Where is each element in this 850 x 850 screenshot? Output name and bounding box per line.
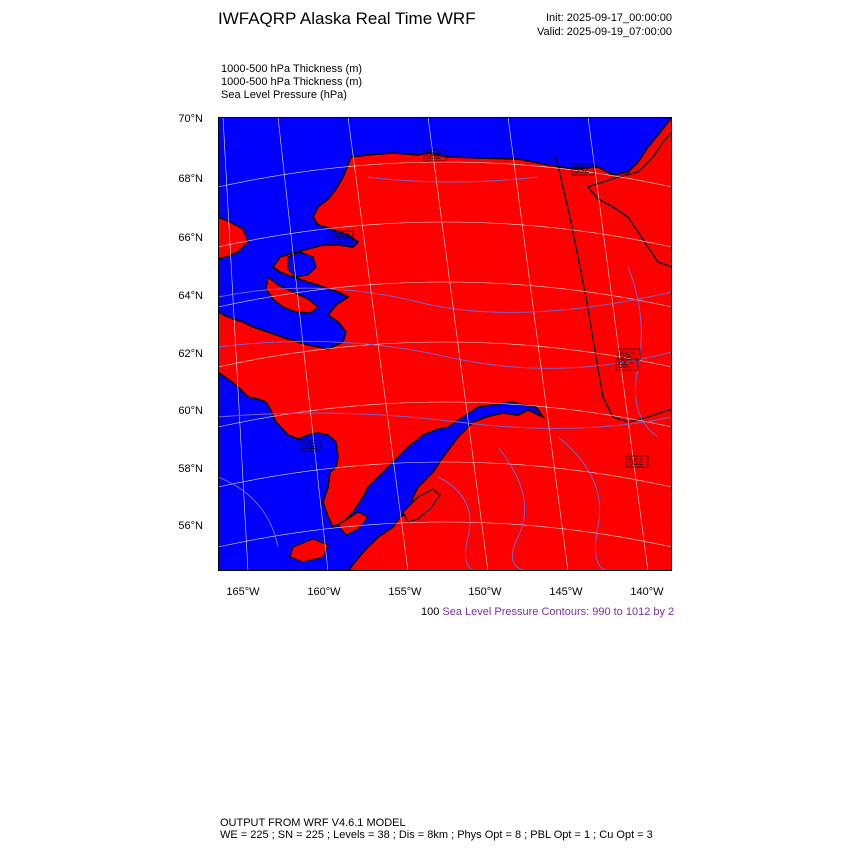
lat-label-56: 56°N — [178, 520, 203, 532]
lat-label-68: 68°N — [178, 173, 203, 185]
contour-legend — [421, 606, 674, 618]
lon-label-165: 165°W — [226, 586, 260, 598]
lat-label-66: 66°N — [178, 232, 203, 244]
map-title: IWFAQRP Alaska Real Time WRF — [218, 9, 476, 28]
model-info-line2: WE = 225 ; SN = 225 ; Levels = 38 ; Dis = 8km ; Phys Opt = 8 ; PBL Opt = 1 ; Cu Opt = 3 — [220, 829, 653, 841]
lat-label-62: 62°N — [178, 348, 203, 360]
contour-label: 552 — [620, 350, 636, 360]
contour-label: 552 — [426, 151, 442, 161]
lat-label-70: 70°N — [178, 113, 203, 125]
lat-label-58: 58°N — [178, 463, 203, 475]
contour-legend-number: 100 — [421, 606, 440, 618]
alaska-map — [218, 117, 672, 571]
contour-label: 552 — [628, 457, 644, 467]
valid-time: Valid: 2025-09-19_07:00:00 — [537, 26, 672, 38]
lon-label-160: 160°W — [307, 586, 341, 598]
init-time: Init: 2025-09-17_00:00:00 — [546, 12, 672, 24]
lon-label-140: 140°W — [630, 586, 664, 598]
lon-label-155: 155°W — [388, 586, 422, 598]
field-label-slp: Sea Level Pressure (hPa) — [221, 89, 347, 101]
contour-label: 552 — [302, 441, 318, 451]
contour-label: 552 — [335, 232, 351, 242]
field-label-thickness-2: 1000-500 hPa Thickness (m) — [221, 76, 363, 88]
model-info-line1: OUTPUT FROM WRF V4.6.1 MODEL — [220, 817, 406, 829]
lat-label-64: 64°N — [178, 290, 203, 302]
contour-label: 552 — [618, 360, 634, 370]
lat-label-60: 60°N — [178, 405, 203, 417]
contour-legend-text: Sea Level Pressure Contours: 990 to 1012 by 2 — [442, 606, 675, 618]
lon-label-145: 145°W — [549, 586, 583, 598]
field-label-thickness-1: 1000-500 hPa Thickness (m) — [221, 63, 363, 75]
contour-label: 552 — [574, 165, 590, 175]
lon-label-150: 150°W — [468, 586, 502, 598]
